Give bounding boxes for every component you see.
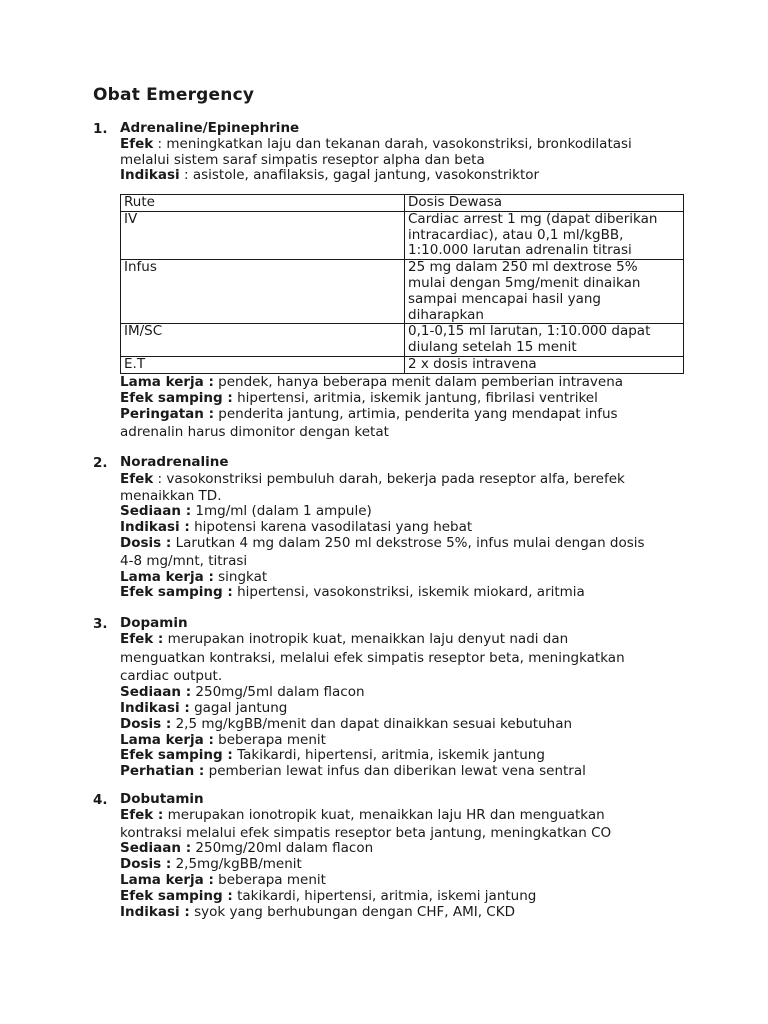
table-cell-dosis: 2 x dosis intravena xyxy=(405,356,684,373)
list-number: 3. xyxy=(93,616,108,632)
table-cell-rute: Infus xyxy=(121,260,405,324)
dosis-label: Dosis : xyxy=(120,534,172,551)
indikasi-label: Indikasi : xyxy=(120,519,190,536)
drug-name: Adrenaline/Epinephrine xyxy=(120,120,300,136)
table-cell-dosis: 25 mg dalam 250 ml dextrose 5% mulai dengan 5mg/menit dinaikan sampai mencapai hasil yang diharapkan xyxy=(405,260,684,324)
drug-body xyxy=(120,792,690,920)
efek-text-cont: cardiac output. xyxy=(120,668,223,685)
dosis-label: Dosis : xyxy=(120,856,172,873)
sediaan-label: Sediaan : xyxy=(120,684,192,701)
table-header: Dosis Dewasa xyxy=(405,195,684,212)
efek-samping-label: Efek samping : xyxy=(120,887,233,904)
efek-label: Efek : xyxy=(120,806,164,823)
perhatian-label: Perhatian : xyxy=(120,763,205,780)
table-row xyxy=(121,356,684,373)
lama-kerja-label: Lama kerja : xyxy=(120,731,214,748)
efek-samping-text: Takikardi, hipertensi, aritmia, iskemik jantung xyxy=(232,747,545,764)
peringatan-text-cont: adrenalin harus dimonitor dengan ketat xyxy=(120,424,389,441)
efek-samping-label: Efek samping : xyxy=(120,389,233,406)
efek-label: Efek xyxy=(120,470,154,487)
table-header-row xyxy=(121,195,684,212)
list-number: 2. xyxy=(93,455,108,471)
efek-samping-label: Efek samping : xyxy=(120,747,233,764)
indikasi-text: : asistole, anafilaksis, gagal jantung, vasokonstriktor xyxy=(179,167,540,184)
lama-kerja-text: pendek, hanya beberapa menit dalam pemberian intravena xyxy=(213,374,624,390)
dosis-label: Dosis : xyxy=(120,715,172,732)
drug-name: Dobutamin xyxy=(120,791,204,807)
table-header: Rute xyxy=(121,195,405,212)
efek-text: merupakan inotropik kuat, menaikkan laju denyut nadi dan xyxy=(163,630,569,647)
dosis-text-cont: 4-8 mg/mnt, titrasi xyxy=(120,552,248,569)
drug-name: Dopamin xyxy=(120,615,188,631)
indikasi-label: Indikasi xyxy=(120,167,180,184)
indikasi-text: syok yang berhubungan dengan CHF, AMI, CKD xyxy=(189,903,515,920)
lama-kerja-label: Lama kerja : xyxy=(120,871,214,888)
peringatan-text: penderita jantung, artimia, penderita yang mendapat infus xyxy=(214,405,618,422)
table-cell-rute: IV xyxy=(121,211,405,259)
efek-text: : vasokonstriksi pembuluh darah, bekerja pada reseptor alfa, berefek xyxy=(153,470,625,487)
indikasi-label: Indikasi : xyxy=(120,699,190,716)
dosis-text: 2,5mg/kgBB/menit xyxy=(171,856,302,873)
sediaan-text: 1mg/ml (dalam 1 ampule) xyxy=(191,503,372,520)
perhatian-text: pemberian lewat infus dan diberikan lewat vena sentral xyxy=(204,763,586,780)
efek-samping-text: hipertensi, aritmia, iskemik jantung, fibrilasi ventrikel xyxy=(232,389,598,406)
drug-section-dopamin xyxy=(93,616,693,781)
lama-kerja-text: beberapa menit xyxy=(213,871,326,888)
drug-name: Noradrenaline xyxy=(120,454,229,470)
efek-label: Efek xyxy=(120,135,154,152)
drug-section-noradrenaline xyxy=(93,455,693,605)
drug-details xyxy=(120,375,623,441)
lama-kerja-label: Lama kerja : xyxy=(120,374,214,390)
sediaan-label: Sediaan : xyxy=(120,503,192,520)
indikasi-label: Indikasi : xyxy=(120,903,190,920)
drug-body xyxy=(120,616,690,780)
sediaan-label: Sediaan : xyxy=(120,840,192,857)
drug-body xyxy=(120,455,690,601)
dosage-table xyxy=(120,194,684,374)
table-cell-dosis: Cardiac arrest 1 mg (dapat diberikan intracardiac), atau 0,1 ml/kgBB, 1:10.000 larutan adrenalin titrasi xyxy=(405,211,684,259)
efek-text-cont: menguatkan kontraksi, melalui efek simpatis reseptor beta, meningkatkan xyxy=(120,649,625,666)
indikasi-text: hipotensi karena vasodilatasi yang hebat xyxy=(189,519,473,536)
table-cell-rute: E.T xyxy=(121,356,405,373)
page-title: Obat Emergency xyxy=(93,85,255,105)
table-row xyxy=(121,260,684,324)
efek-text-cont: menaikkan TD. xyxy=(120,487,222,504)
efek-text: : meningkatkan laju dan tekanan darah, vasokonstriksi, bronkodilatasi xyxy=(153,135,632,152)
drug-section-dobutamin xyxy=(93,792,693,927)
indikasi-text: gagal jantung xyxy=(189,699,288,716)
efek-samping-text: takikardi, hipertensi, aritmia, iskemi jantung xyxy=(232,887,537,904)
efek-text: merupakan ionotropik kuat, menaikkan laju HR dan menguatkan xyxy=(163,806,605,823)
efek-text-cont: kontraksi melalui efek simpatis reseptor beta jantung, meningkatkan CO xyxy=(120,824,612,841)
table-cell-dosis: 0,1-0,15 ml larutan, 1:10.000 dapat diulang setelah 15 menit xyxy=(405,324,684,357)
drug-section-adrenaline xyxy=(93,121,693,451)
list-number: 4. xyxy=(93,792,108,808)
efek-samping-label: Efek samping : xyxy=(120,584,233,601)
lama-kerja-label: Lama kerja : xyxy=(120,568,214,585)
sediaan-text: 250mg/5ml dalam flacon xyxy=(191,684,365,701)
lama-kerja-text: singkat xyxy=(213,568,268,585)
drug-body xyxy=(120,120,690,441)
sediaan-text: 250mg/20ml dalam flacon xyxy=(191,840,374,857)
lama-kerja-text: beberapa menit xyxy=(213,731,326,748)
efek-samping-text: hipertensi, vasokonstriksi, iskemik miokard, aritmia xyxy=(232,584,585,601)
table-row xyxy=(121,211,684,259)
efek-text-cont: melalui sistem saraf simpatis reseptor alpha dan beta xyxy=(120,151,485,168)
efek-label: Efek : xyxy=(120,630,164,647)
dosis-text: 2,5 mg/kgBB/menit dan dapat dinaikkan sesuai kebutuhan xyxy=(171,715,573,732)
list-number: 1. xyxy=(93,121,108,137)
table-cell-rute: IM/SC xyxy=(121,324,405,357)
peringatan-label: Peringatan : xyxy=(120,405,214,422)
table-row xyxy=(121,324,684,357)
dosis-text: Larutkan 4 mg dalam 250 ml dekstrose 5%, infus mulai dengan dosis xyxy=(171,534,645,551)
